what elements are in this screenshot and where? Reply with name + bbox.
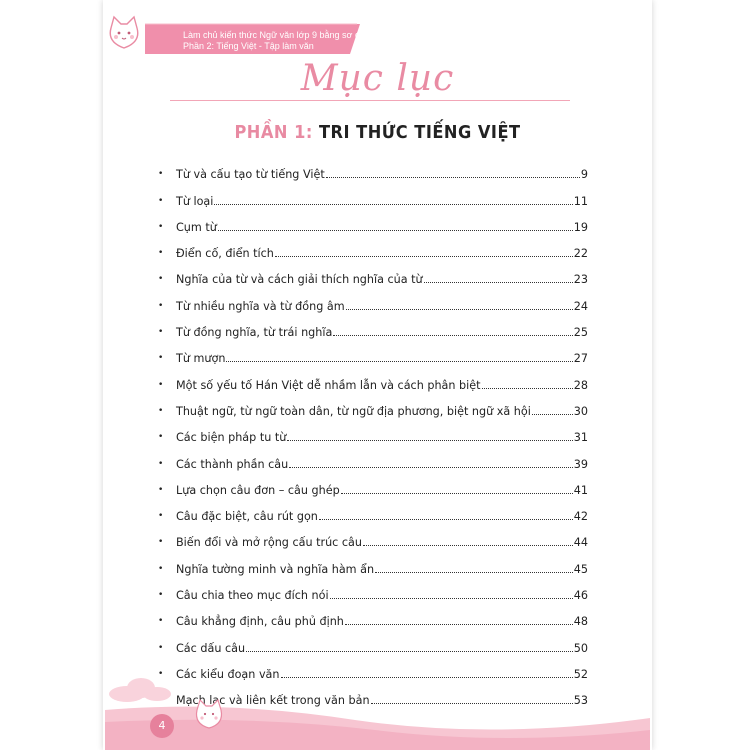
dot-leader xyxy=(275,256,573,257)
page-title: Mục lục xyxy=(300,58,455,99)
toc-entry[interactable] xyxy=(158,629,588,655)
toc-entry-title: Câu chia theo mục đích nói xyxy=(176,589,329,603)
toc-entry-page: 19 xyxy=(573,220,588,234)
bullet-icon: • xyxy=(158,511,164,522)
toc-entry[interactable] xyxy=(158,261,588,287)
toc-entry-page: 25 xyxy=(573,326,588,340)
bullet-icon: • xyxy=(158,563,164,574)
toc-entry[interactable] xyxy=(158,498,588,524)
dot-leader xyxy=(375,572,573,573)
dot-leader xyxy=(330,598,573,599)
toc-entry[interactable] xyxy=(158,393,588,419)
bullet-icon: • xyxy=(158,169,164,180)
toc-entry-page: 52 xyxy=(573,667,588,681)
toc-entry-page: 53 xyxy=(573,694,588,708)
dot-leader xyxy=(319,519,573,520)
dot-leader xyxy=(214,204,572,205)
header-text xyxy=(183,30,393,52)
toc-entry-page: 24 xyxy=(573,299,588,313)
bottom-decoration xyxy=(105,660,650,750)
toc-entry-title: Nghĩa của từ và cách giải thích nghĩa của từ xyxy=(176,273,423,287)
bullet-icon: • xyxy=(158,642,164,653)
bullet-icon: • xyxy=(158,353,164,364)
cat-icon xyxy=(105,14,143,54)
dot-leader xyxy=(289,467,573,468)
dot-leader xyxy=(246,651,573,652)
bullet-icon: • xyxy=(158,405,164,416)
toc-entry-title: Thuật ngữ, từ ngữ toàn dân, từ ngữ địa phương, biệt ngữ xã hội xyxy=(176,404,531,418)
toc-entry-title: Câu khẳng định, câu phủ định xyxy=(176,615,344,629)
toc-entry[interactable] xyxy=(158,603,588,629)
toc-entry-page: 41 xyxy=(573,483,588,497)
toc-entry-page: 45 xyxy=(573,562,588,576)
toc-entry[interactable] xyxy=(158,287,588,313)
bullet-icon: • xyxy=(158,432,164,443)
dot-leader xyxy=(326,177,580,178)
bullet-icon: • xyxy=(158,616,164,627)
toc-entry-page: 28 xyxy=(573,378,588,392)
bullet-icon: • xyxy=(158,379,164,390)
dot-leader xyxy=(226,361,572,362)
dot-leader xyxy=(482,388,573,389)
toc-entry[interactable] xyxy=(158,577,588,603)
toc-list xyxy=(158,156,588,708)
toc-entry[interactable] xyxy=(158,472,588,498)
bullet-icon: • xyxy=(158,248,164,259)
dot-leader xyxy=(424,282,573,283)
toc-entry-title: Điển cố, điển tích xyxy=(176,247,274,261)
toc-entry-page: 30 xyxy=(573,404,588,418)
header-line-2: Phần 2: Tiếng Việt - Tập làm văn xyxy=(183,41,314,51)
toc-entry-page: 39 xyxy=(573,457,588,471)
toc-entry-title: Từ mượn xyxy=(176,352,226,366)
toc-entry-title: Biến đổi và mở rộng cấu trúc câu xyxy=(176,536,362,550)
toc-entry-title: Các dấu câu xyxy=(176,641,246,655)
bullet-icon: • xyxy=(158,668,164,679)
dot-leader xyxy=(287,440,572,441)
toc-entry[interactable] xyxy=(158,314,588,340)
toc-entry[interactable] xyxy=(158,550,588,576)
toc-entry-page: 46 xyxy=(573,589,588,603)
toc-entry-page: 23 xyxy=(573,273,588,287)
toc-entry-title: Từ đồng nghĩa, từ trái nghĩa xyxy=(176,326,333,340)
page-number: 4 xyxy=(150,714,174,738)
toc-entry-page: 42 xyxy=(573,510,588,524)
toc-entry-page: 31 xyxy=(573,431,588,445)
toc-entry-page: 50 xyxy=(573,641,588,655)
dot-leader xyxy=(218,230,573,231)
bullet-icon: • xyxy=(158,327,164,338)
toc-entry[interactable] xyxy=(158,209,588,235)
cloud-icon xyxy=(109,678,171,702)
toc-entry-page: 22 xyxy=(573,247,588,261)
toc-entry-title: Một số yếu tố Hán Việt dễ nhầm lẫn và cách phân biệt xyxy=(176,378,481,392)
cat-icon xyxy=(197,700,222,728)
dot-leader xyxy=(333,335,572,336)
toc-entry-title: Các kiểu đoạn văn xyxy=(176,667,280,681)
title-underline xyxy=(170,100,570,101)
toc-entry-title: Từ loại xyxy=(176,194,214,208)
toc-entry-title: Các thành phần câu xyxy=(176,457,289,471)
bullet-icon: • xyxy=(158,590,164,601)
toc-entry[interactable] xyxy=(158,182,588,208)
bullet-icon: • xyxy=(158,484,164,495)
dot-leader xyxy=(346,309,573,310)
toc-entry-title: Mạch lạc và liên kết trong văn bản xyxy=(176,694,370,708)
toc-entry-title: Từ nhiều nghĩa và từ đồng âm xyxy=(176,299,345,313)
toc-entry-title: Nghĩa tường minh và nghĩa hàm ẩn xyxy=(176,562,375,576)
header-ribbon xyxy=(105,14,393,51)
toc-entry-page: 27 xyxy=(573,352,588,366)
toc-entry-page: 44 xyxy=(573,536,588,550)
toc-entry-title: Từ và cấu tạo từ tiếng Việt xyxy=(176,168,325,182)
bullet-icon: • xyxy=(158,274,164,285)
section-number: PHẦN 1: xyxy=(234,122,313,143)
bullet-icon: • xyxy=(158,300,164,311)
dot-leader xyxy=(532,414,573,415)
toc-entry[interactable] xyxy=(158,524,588,550)
header-line-1: Làm chủ kiến thức Ngữ văn lớp 9 bằng sơ đồ tư duy xyxy=(183,30,393,40)
toc-entry-title: Cụm từ xyxy=(176,220,217,234)
toc-entry-title: Lựa chọn câu đơn – câu ghép xyxy=(176,483,340,497)
toc-entry-page: 48 xyxy=(573,615,588,629)
section-heading xyxy=(105,122,650,143)
toc-entry[interactable] xyxy=(158,366,588,392)
dot-leader xyxy=(363,545,573,546)
toc-entry-title: Câu đặc biệt, câu rút gọn xyxy=(176,510,318,524)
toc-entry-title: Các biện pháp tu từ xyxy=(176,431,287,445)
dot-leader xyxy=(341,493,573,494)
toc-entry[interactable] xyxy=(158,445,588,471)
bullet-icon: • xyxy=(158,195,164,206)
toc-entry[interactable] xyxy=(158,340,588,366)
bullet-icon: • xyxy=(158,221,164,232)
toc-entry-page: 9 xyxy=(580,168,588,182)
bullet-icon: • xyxy=(158,458,164,469)
dot-leader xyxy=(345,624,573,625)
bullet-icon: • xyxy=(158,537,164,548)
toc-entry-page: 11 xyxy=(573,194,588,208)
toc-entry[interactable] xyxy=(158,235,588,261)
toc-entry[interactable] xyxy=(158,156,588,182)
toc-entry[interactable] xyxy=(158,419,588,445)
section-name: TRI THỨC TIẾNG VIỆT xyxy=(318,122,521,143)
